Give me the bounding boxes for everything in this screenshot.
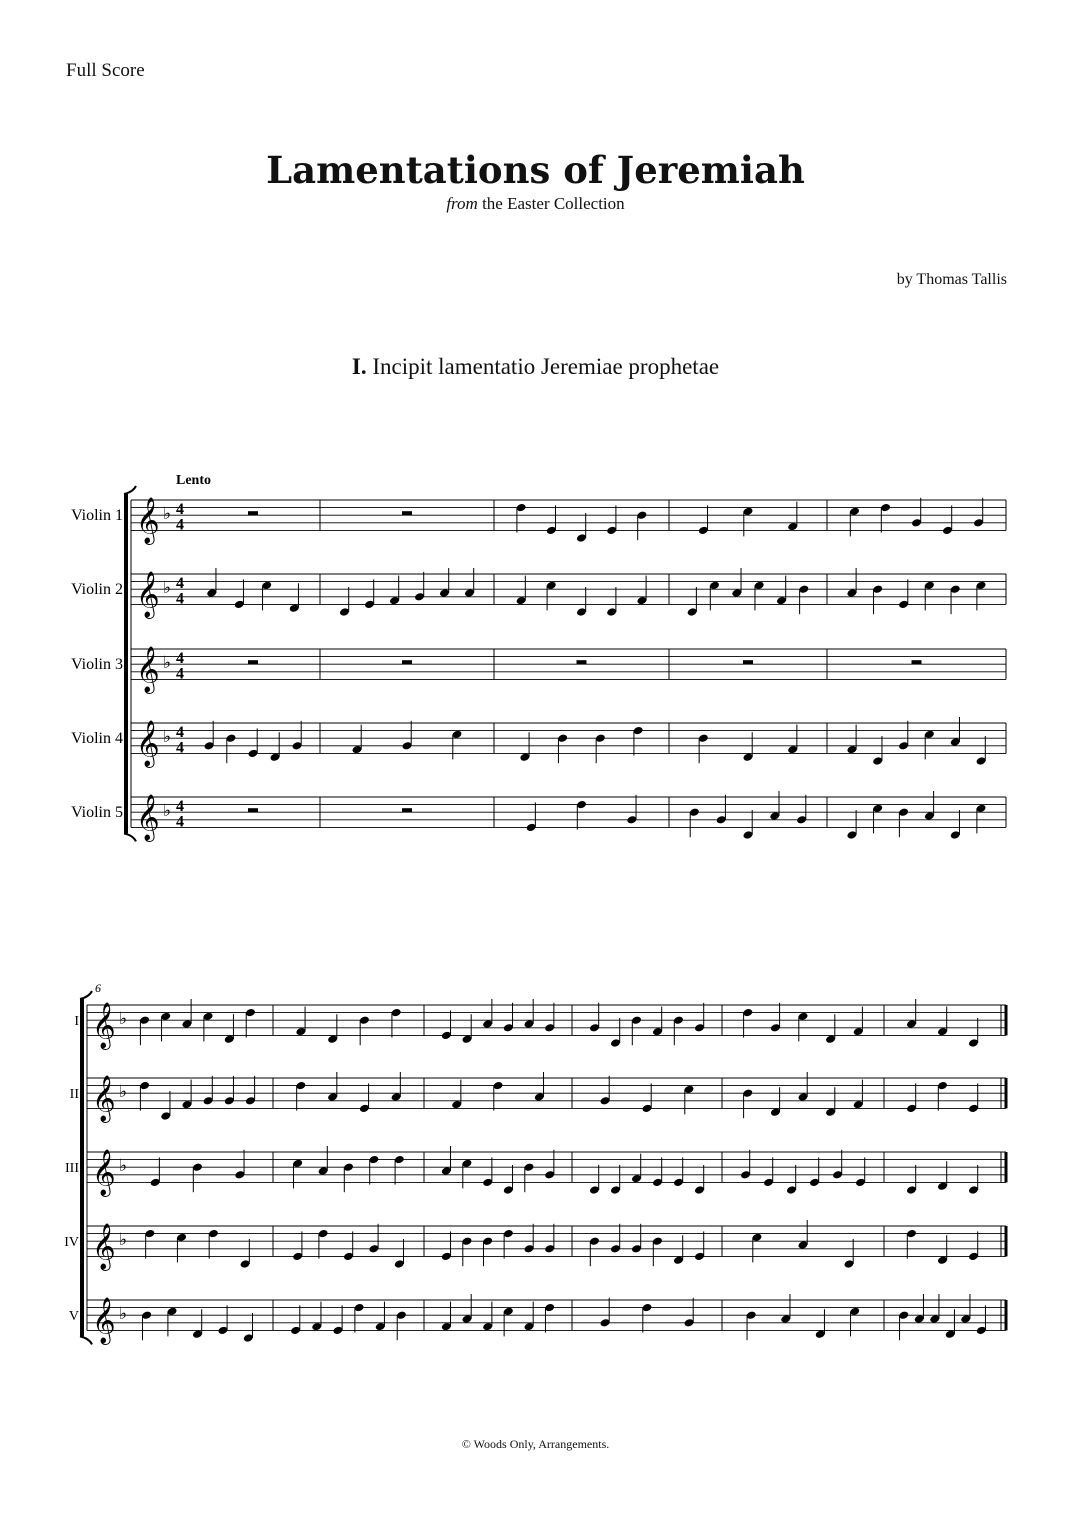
staff-system	[64, 991, 1006, 1345]
tempo-marking: Lento	[176, 473, 211, 488]
measure-number: 6	[95, 981, 101, 995]
time-signature-top: 4	[176, 724, 184, 742]
key-signature-flat: ♭	[119, 1304, 128, 1324]
whole-rest	[402, 808, 412, 812]
staff	[69, 1297, 1006, 1345]
time-signature-top: 4	[176, 798, 184, 816]
treble-clef: 𝄞	[136, 794, 160, 840]
bracket-hook	[124, 486, 136, 494]
movement-name: Incipit lamentatio Jeremiae prophetae	[372, 354, 720, 379]
treble-clef: 𝄞	[136, 571, 160, 617]
staff	[71, 497, 1006, 545]
key-signature-flat: ♭	[119, 1230, 128, 1250]
instrument-label: Violin 1	[71, 507, 123, 525]
time-signature-top: 4	[176, 501, 184, 519]
whole-rest	[743, 660, 753, 664]
key-signature-flat: ♭	[163, 578, 172, 598]
time-signature-top: 4	[176, 575, 184, 593]
staff	[71, 794, 1006, 842]
key-signature-flat: ♭	[119, 1156, 128, 1176]
instrument-label: III	[65, 1161, 79, 1177]
time-signature-bottom: 4	[176, 516, 184, 534]
staff	[71, 646, 1006, 694]
composer-credit: by Thomas Tallis	[896, 271, 1007, 288]
instrument-label: V	[68, 1309, 79, 1325]
time-signature-top: 4	[176, 650, 184, 668]
key-signature-flat: ♭	[163, 801, 172, 821]
whole-rest	[912, 660, 922, 664]
key-signature-flat: ♭	[163, 727, 172, 747]
treble-clef: 𝄞	[92, 1149, 116, 1195]
whole-rest	[402, 660, 412, 664]
score-type-label: Full Score	[66, 60, 145, 81]
instrument-label: Violin 5	[71, 804, 123, 822]
score-title: Lamentations of Jeremiah	[266, 148, 805, 192]
time-signature-bottom: 4	[176, 590, 184, 608]
time-signature-bottom: 4	[176, 665, 184, 683]
staff-systems	[64, 486, 1006, 1345]
staff-system	[71, 486, 1006, 842]
instrument-label: I	[74, 1014, 79, 1030]
treble-clef: 𝄞	[92, 1223, 116, 1269]
treble-clef: 𝄞	[92, 1075, 116, 1121]
whole-rest	[577, 660, 587, 664]
whole-rest	[402, 511, 412, 515]
bracket-hook	[80, 991, 92, 999]
copyright-footer: © Woods Only, Arrangements.	[461, 1437, 610, 1451]
whole-rest	[248, 808, 258, 812]
subtitle-from: from	[446, 194, 478, 213]
instrument-label: Violin 3	[71, 656, 123, 674]
key-signature-flat: ♭	[119, 1082, 128, 1102]
instrument-label: IV	[64, 1235, 79, 1251]
staff	[74, 1002, 1006, 1050]
key-signature-flat: ♭	[163, 504, 172, 524]
time-signature-bottom: 4	[176, 813, 184, 831]
key-signature-flat: ♭	[163, 653, 172, 673]
instrument-label: Violin 4	[71, 730, 123, 748]
movement-number: I.	[351, 354, 367, 379]
time-signature-bottom: 4	[176, 739, 184, 757]
key-signature-flat: ♭	[119, 1009, 128, 1029]
treble-clef: 𝄞	[136, 720, 160, 766]
whole-rest	[248, 511, 258, 515]
treble-clef: 𝄞	[92, 1002, 116, 1048]
staff	[64, 1223, 1006, 1271]
treble-clef: 𝄞	[136, 646, 160, 692]
whole-rest	[248, 660, 258, 664]
bracket-hook	[80, 1336, 92, 1344]
subtitle-collection: the Easter Collection	[482, 194, 625, 213]
treble-clef: 𝄞	[92, 1297, 116, 1343]
bracket-hook	[124, 833, 136, 841]
instrument-label: II	[69, 1087, 79, 1103]
instrument-label: Violin 2	[71, 581, 123, 599]
treble-clef: 𝄞	[136, 497, 160, 543]
